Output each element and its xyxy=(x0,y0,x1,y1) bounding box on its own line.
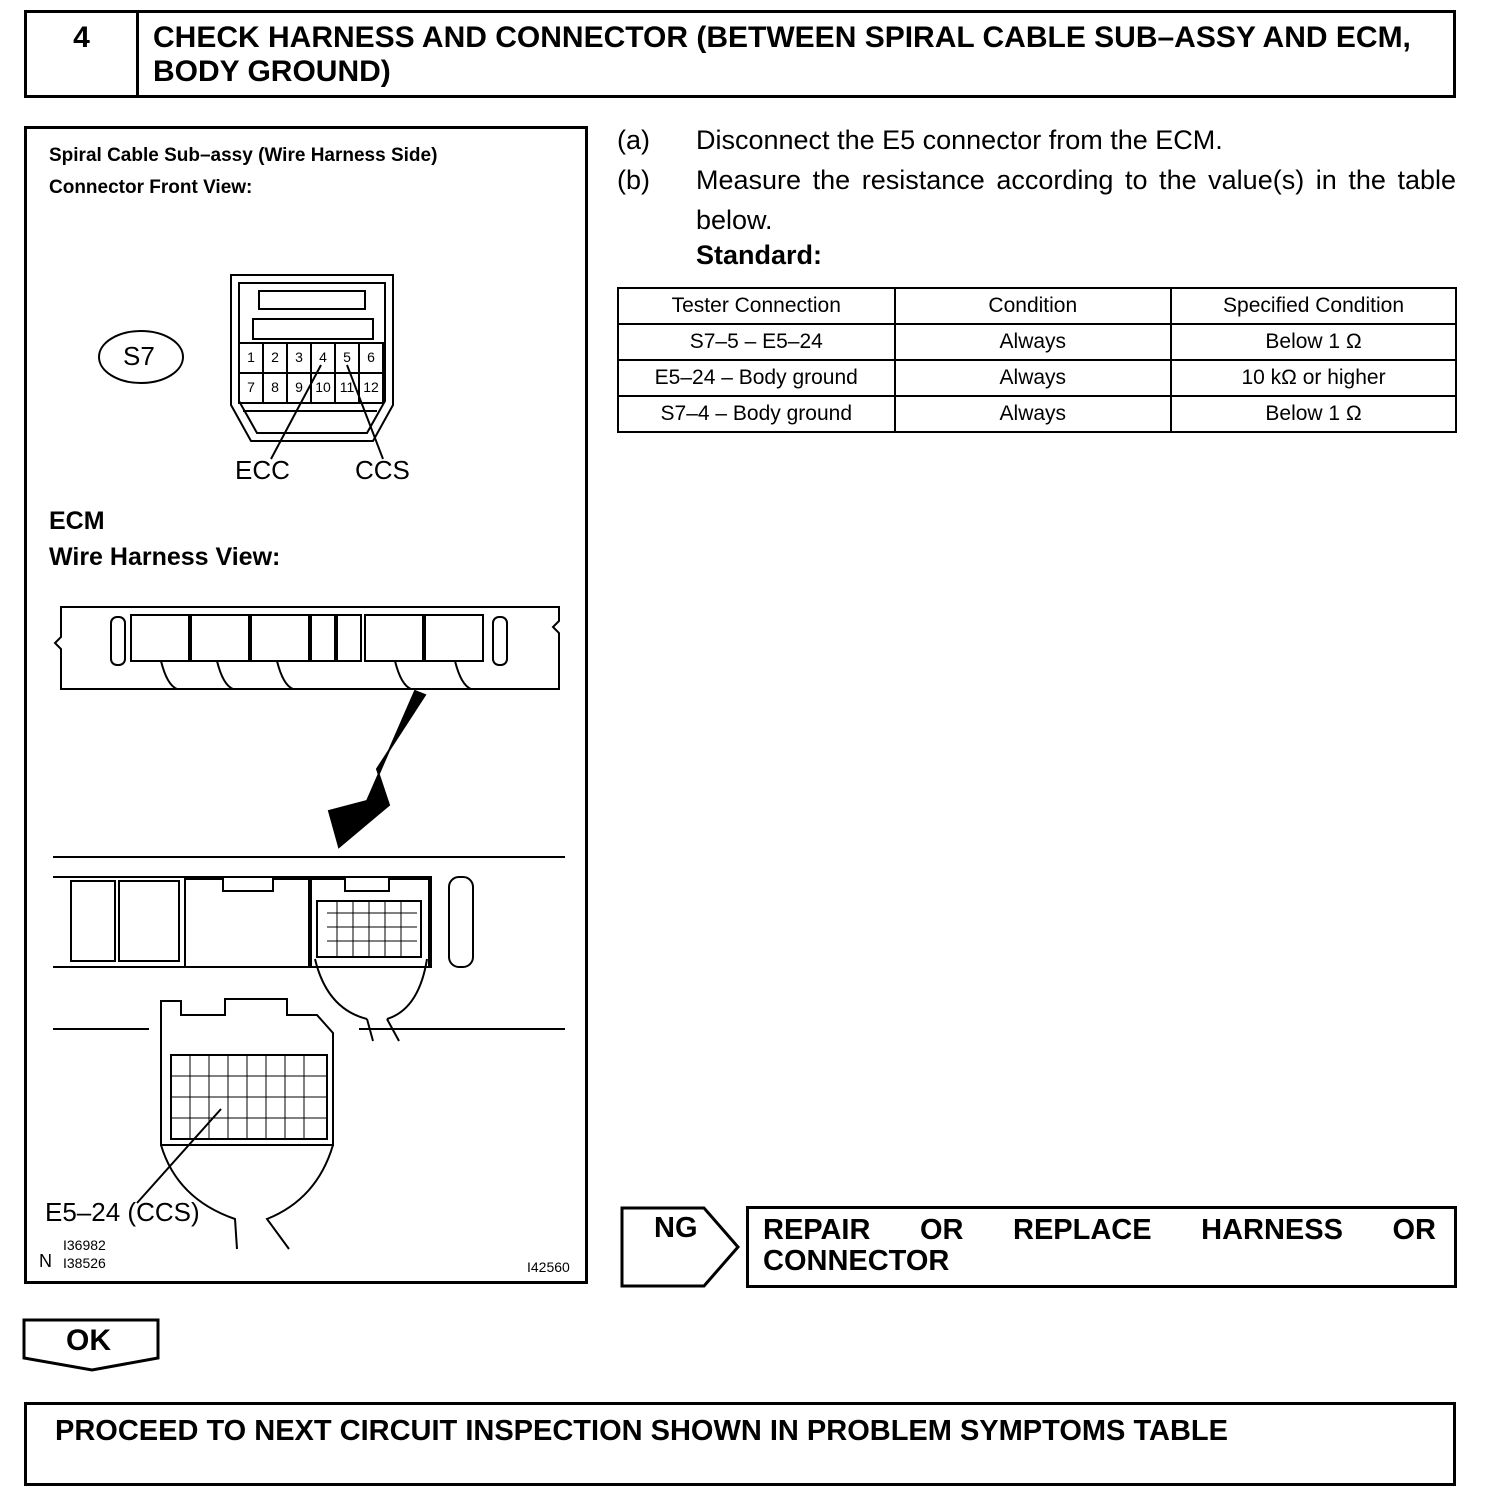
table-row xyxy=(618,324,1456,360)
ok-action-box xyxy=(24,1402,1456,1486)
ok-label: OK xyxy=(66,1324,111,1357)
instruction-text: Disconnect the E5 connector from the ECM. xyxy=(696,125,1223,155)
table-row xyxy=(618,396,1456,432)
pin-number: 2 xyxy=(271,349,279,365)
zoom-arrow xyxy=(329,691,425,847)
instruction-label: (b) xyxy=(617,165,650,195)
ecm-label: ECM xyxy=(49,507,105,535)
pin-number: 9 xyxy=(295,379,303,395)
pin-number: 5 xyxy=(343,349,351,365)
table-cell: Below 1 Ω xyxy=(1171,324,1456,360)
ng-action-text: REPAIR OR REPLACE HARNESS OR CONNECTOR xyxy=(763,1214,1436,1277)
column-header: Condition xyxy=(895,288,1172,324)
pin-number: 7 xyxy=(247,379,255,395)
table-cell: Below 1 Ω xyxy=(1171,396,1456,432)
ecc-label: ECC xyxy=(235,455,290,485)
e5-leader-line xyxy=(137,1109,221,1203)
step-header xyxy=(24,10,1456,98)
pin-number: 11 xyxy=(339,379,355,395)
table-cell: E5–24 – Body ground xyxy=(618,360,895,396)
spiral-cable-title: Spiral Cable Sub–assy (Wire Harness Side) xyxy=(49,145,438,166)
table-row xyxy=(618,360,1456,396)
figure-id: I42560 xyxy=(527,1259,570,1275)
step-number: 4 xyxy=(27,13,139,95)
table-cell: Always xyxy=(895,396,1172,432)
table-cell: S7–5 – E5–24 xyxy=(618,324,895,360)
pin-row-top xyxy=(239,349,383,365)
instruction-label: (a) xyxy=(617,125,650,155)
pin-number: 4 xyxy=(319,349,327,365)
table-cell: Always xyxy=(895,324,1172,360)
pin-number: 1 xyxy=(247,349,255,365)
ng-action-box xyxy=(746,1206,1457,1288)
pin-row-bottom xyxy=(239,379,383,395)
figure-id: I38526 xyxy=(63,1255,106,1271)
table-cell: 10 kΩ or higher xyxy=(1171,360,1456,396)
table-cell: S7–4 – Body ground xyxy=(618,396,895,432)
column-header: Specified Condition xyxy=(1171,288,1456,324)
e5-24-label: E5–24 (CCS) xyxy=(45,1197,200,1227)
ccs-label: CCS xyxy=(355,455,410,485)
connector-figure xyxy=(24,126,588,1284)
instruction-text: Measure the resistance according to the value(s) in the table below. xyxy=(696,165,1456,235)
table-cell: Always xyxy=(895,360,1172,396)
connector-diagram xyxy=(27,129,585,1281)
step-title: CHECK HARNESS AND CONNECTOR (BETWEEN SPIRAL CABLE SUB–ASSY AND ECM, BODY GROUND) xyxy=(153,21,1411,88)
pin-number: 10 xyxy=(315,379,331,395)
figure-id: I36982 xyxy=(63,1237,106,1253)
figure-n-marker: N xyxy=(39,1251,52,1271)
resistance-spec-table xyxy=(617,287,1457,433)
ng-label: NG xyxy=(654,1212,698,1244)
pin-number: 12 xyxy=(363,379,379,395)
table-header-row xyxy=(618,288,1456,324)
standard-label: Standard: xyxy=(696,240,823,270)
ok-action-text: PROCEED TO NEXT CIRCUIT INSPECTION SHOWN IN PROBLEM SYMPTOMS TABLE xyxy=(55,1415,1228,1447)
s7-connector-code: S7 xyxy=(123,341,155,371)
pin-number: 8 xyxy=(271,379,279,395)
connector-front-view-label: Connector Front View: xyxy=(49,177,253,198)
pin-number: 3 xyxy=(295,349,303,365)
wire-harness-view-label: Wire Harness View: xyxy=(49,543,281,571)
pin-number: 6 xyxy=(367,349,375,365)
column-header: Tester Connection xyxy=(618,288,895,324)
